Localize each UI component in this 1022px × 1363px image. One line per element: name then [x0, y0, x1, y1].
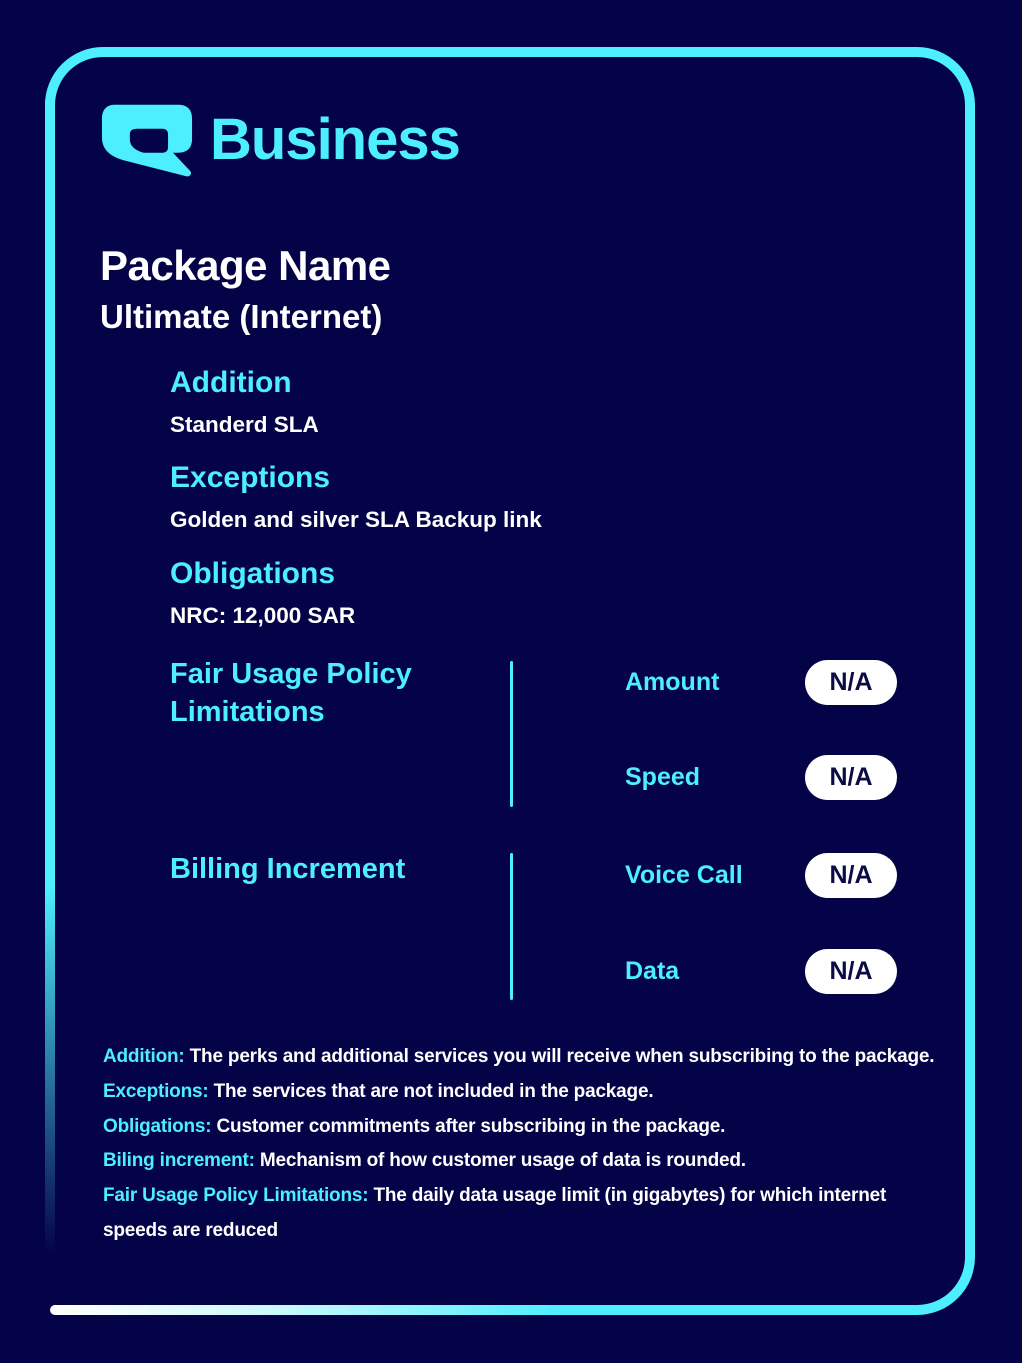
spec-label: Speed	[625, 763, 701, 791]
section-exceptions	[170, 461, 542, 533]
package-name: Ultimate (Internet)	[100, 298, 383, 335]
footnote-fair-usage	[103, 1179, 943, 1249]
value-badge	[805, 853, 897, 898]
section-value: Golden and silver SLA Backup link	[170, 507, 542, 532]
spec-row-speed	[625, 755, 897, 800]
badge-text: N/A	[829, 668, 873, 696]
speech-bubble-logo-icon	[100, 102, 194, 178]
vertical-divider	[510, 661, 513, 807]
section-obligations	[170, 557, 355, 629]
footnote-term: Obligations:	[103, 1115, 212, 1137]
brand-logo	[100, 102, 460, 178]
footnote-definition: The services that are not included in the package.	[213, 1080, 654, 1102]
brand-name: Business	[210, 107, 460, 172]
footnote-term: Fair Usage Policy Limitations:	[103, 1185, 369, 1207]
spec-label: Voice Call	[625, 861, 743, 889]
section-heading: Exceptions	[170, 461, 331, 494]
value-badge	[805, 660, 897, 705]
fair-usage-heading: Fair Usage Policy Limitations	[170, 658, 412, 728]
footnote-definition: Customer commitments after subscribing in the package.	[216, 1115, 726, 1137]
footnote-term: Addition:	[103, 1046, 185, 1067]
spec-row-voice-call	[625, 853, 897, 898]
spec-label: Data	[625, 957, 680, 985]
spec-row-data	[625, 949, 897, 994]
section-addition	[170, 366, 319, 438]
footnote-definition: The perks and additional services you will receive when subscribing to the package.	[189, 1046, 935, 1067]
footnote-term: Biling increment:	[103, 1150, 255, 1172]
section-value: Standerd SLA	[170, 412, 319, 437]
spec-label: Amount	[625, 668, 720, 696]
footnotes	[103, 1040, 943, 1249]
value-badge	[805, 755, 897, 800]
footnote-term: Exceptions:	[103, 1080, 209, 1102]
billing-heading: Billing Increment	[170, 853, 406, 885]
footnote-definition: Mechanism of how customer usage of data is rounded.	[259, 1150, 746, 1172]
package-title: Package Name	[100, 242, 391, 289]
footnote-addition	[103, 1040, 943, 1075]
footnote-definition: The daily data usage limit (in gigabytes) for which internet speeds are reduced	[103, 1185, 887, 1241]
badge-text: N/A	[829, 763, 873, 791]
value-badge	[805, 949, 897, 994]
footnote-exceptions	[103, 1075, 943, 1110]
footnote-billing-increment	[103, 1144, 943, 1179]
section-heading: Obligations	[170, 557, 335, 590]
section-heading: Addition	[170, 366, 292, 399]
footnote-obligations	[103, 1110, 943, 1145]
section-value: NRC: 12,000 SAR	[170, 603, 356, 628]
vertical-divider	[510, 853, 513, 1000]
badge-text: N/A	[829, 861, 873, 889]
badge-text: N/A	[829, 957, 873, 985]
spec-row-amount	[625, 660, 897, 705]
